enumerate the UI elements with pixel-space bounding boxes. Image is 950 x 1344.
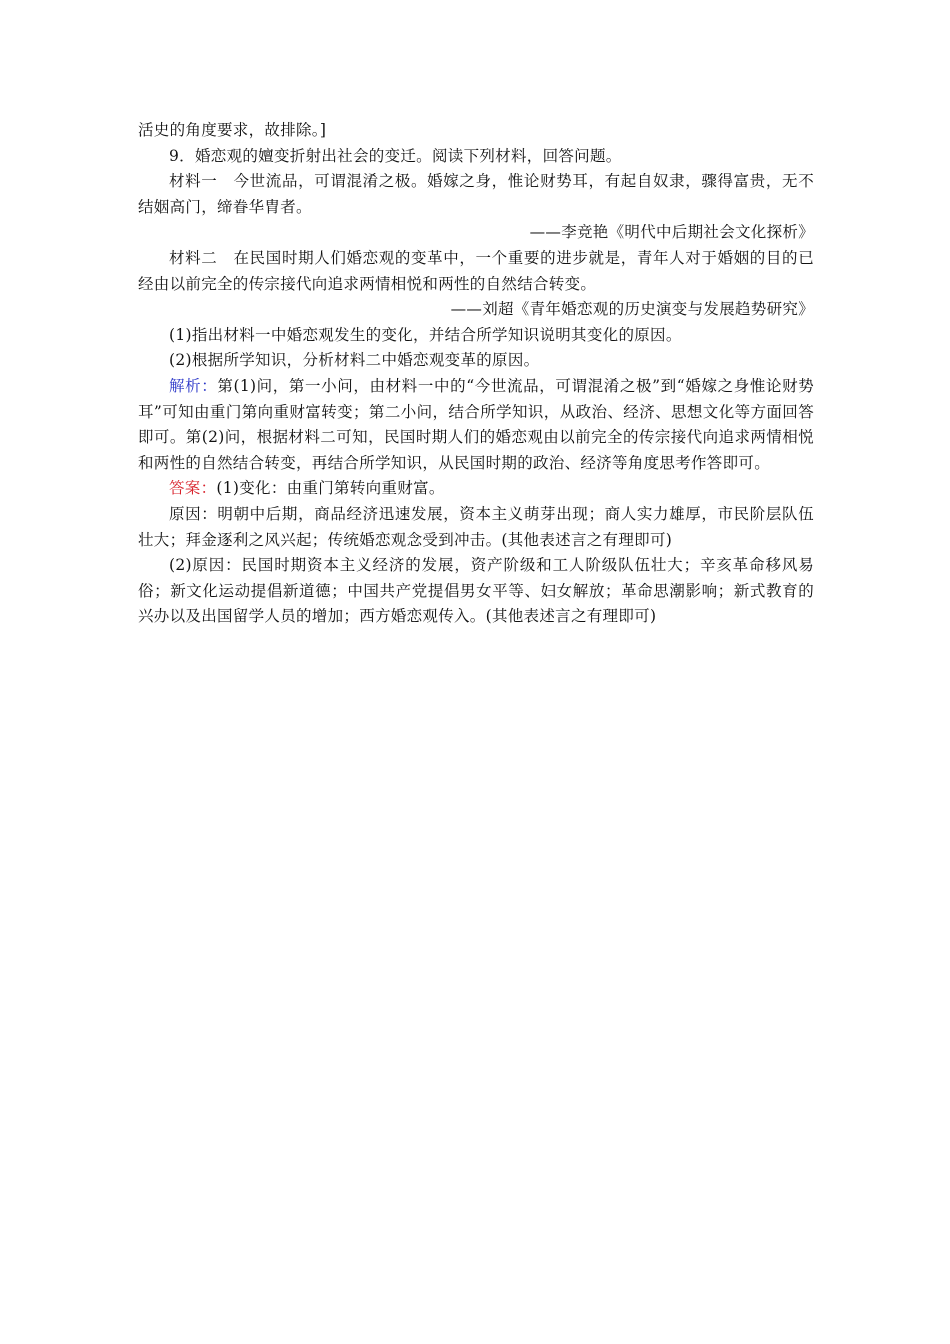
material-two-source: ——刘超《青年婚恋观的历史演变与发展趋势研究》 [450, 300, 814, 319]
sub-question-one: (1)指出材料一中婚恋观发生的变化，并结合所学知识说明其变化的原因。 [169, 325, 682, 344]
answer-label: 答案： [169, 479, 217, 498]
analysis-paragraph [138, 374, 814, 476]
answer-part-one-change [138, 476, 814, 502]
document-page [138, 118, 814, 630]
material-one-label: 材料一 [169, 172, 218, 191]
answer-change-text: (1)变化：由重门第转向重财富。 [216, 479, 445, 498]
analysis-label: 解析： [169, 376, 218, 395]
previous-answer-continuation: 活史的角度要求，故排除。] [138, 121, 327, 139]
answer-part-one-reason: 原因：明朝中后期，商品经济迅速发展，资本主义萌芽出现；商人实力雄厚，市民阶层队伍壮大；拜金逐利之风兴起；传统婚恋观念受到冲击。(其他表述言之有理即可) [138, 504, 814, 549]
material-two-label: 材料二 [169, 248, 218, 267]
material-one-text: 今世流品，可谓混淆之极。婚嫁之身，惟论财势耳，有起自奴隶，骤得富贵，无不结姻高门，缔眷华胄者。 [138, 172, 814, 216]
material-two-text: 在民国时期人们婚恋观的变革中，一个重要的进步就是，青年人对于婚姻的目的已经由以前完全的传宗接代向追求两情相悦和两性的自然结合转变。 [138, 248, 814, 293]
analysis-text: 第(1)问，第一小问，由材料一中的“今世流品，可谓混淆之极”到“婚嫁之身惟论财势耳”可知由重门第向重财富转变；第二小问，结合所学知识，从政治、经济、思想文化等方面回答即可。第(2)问，根据材料二可知，民国时期人们的婚恋观由以前完全的传宗接代向追求两情相悦和两性的自然结合转变，再结合所学知识，从民国时期的政治、经济等角度思考作答即可。 [138, 376, 815, 472]
question-number: 9． [169, 146, 195, 165]
material-two [138, 246, 814, 297]
sub-question-two: (2)根据所学知识，分析材料二中婚恋观变革的原因。 [169, 351, 540, 370]
material-one [138, 169, 814, 220]
material-one-source: ——李竞艳《明代中后期社会文化探析》 [529, 223, 814, 242]
question-text: 婚恋观的嬗变折射出社会的变迁。阅读下列材料，回答问题。 [194, 146, 622, 165]
question-prompt [138, 144, 814, 170]
answer-part-two: (2)原因：民国时期资本主义经济的发展，资产阶级和工人阶级队伍壮大；辛亥革命移风易俗；新文化运动提倡新道德；中国共产党提倡男女平等、妇女解放；革命思潮影响；新式教育的兴办以及出国留学人员的增加；西方婚恋观传入。(其他表述言之有理即可) [138, 556, 814, 626]
